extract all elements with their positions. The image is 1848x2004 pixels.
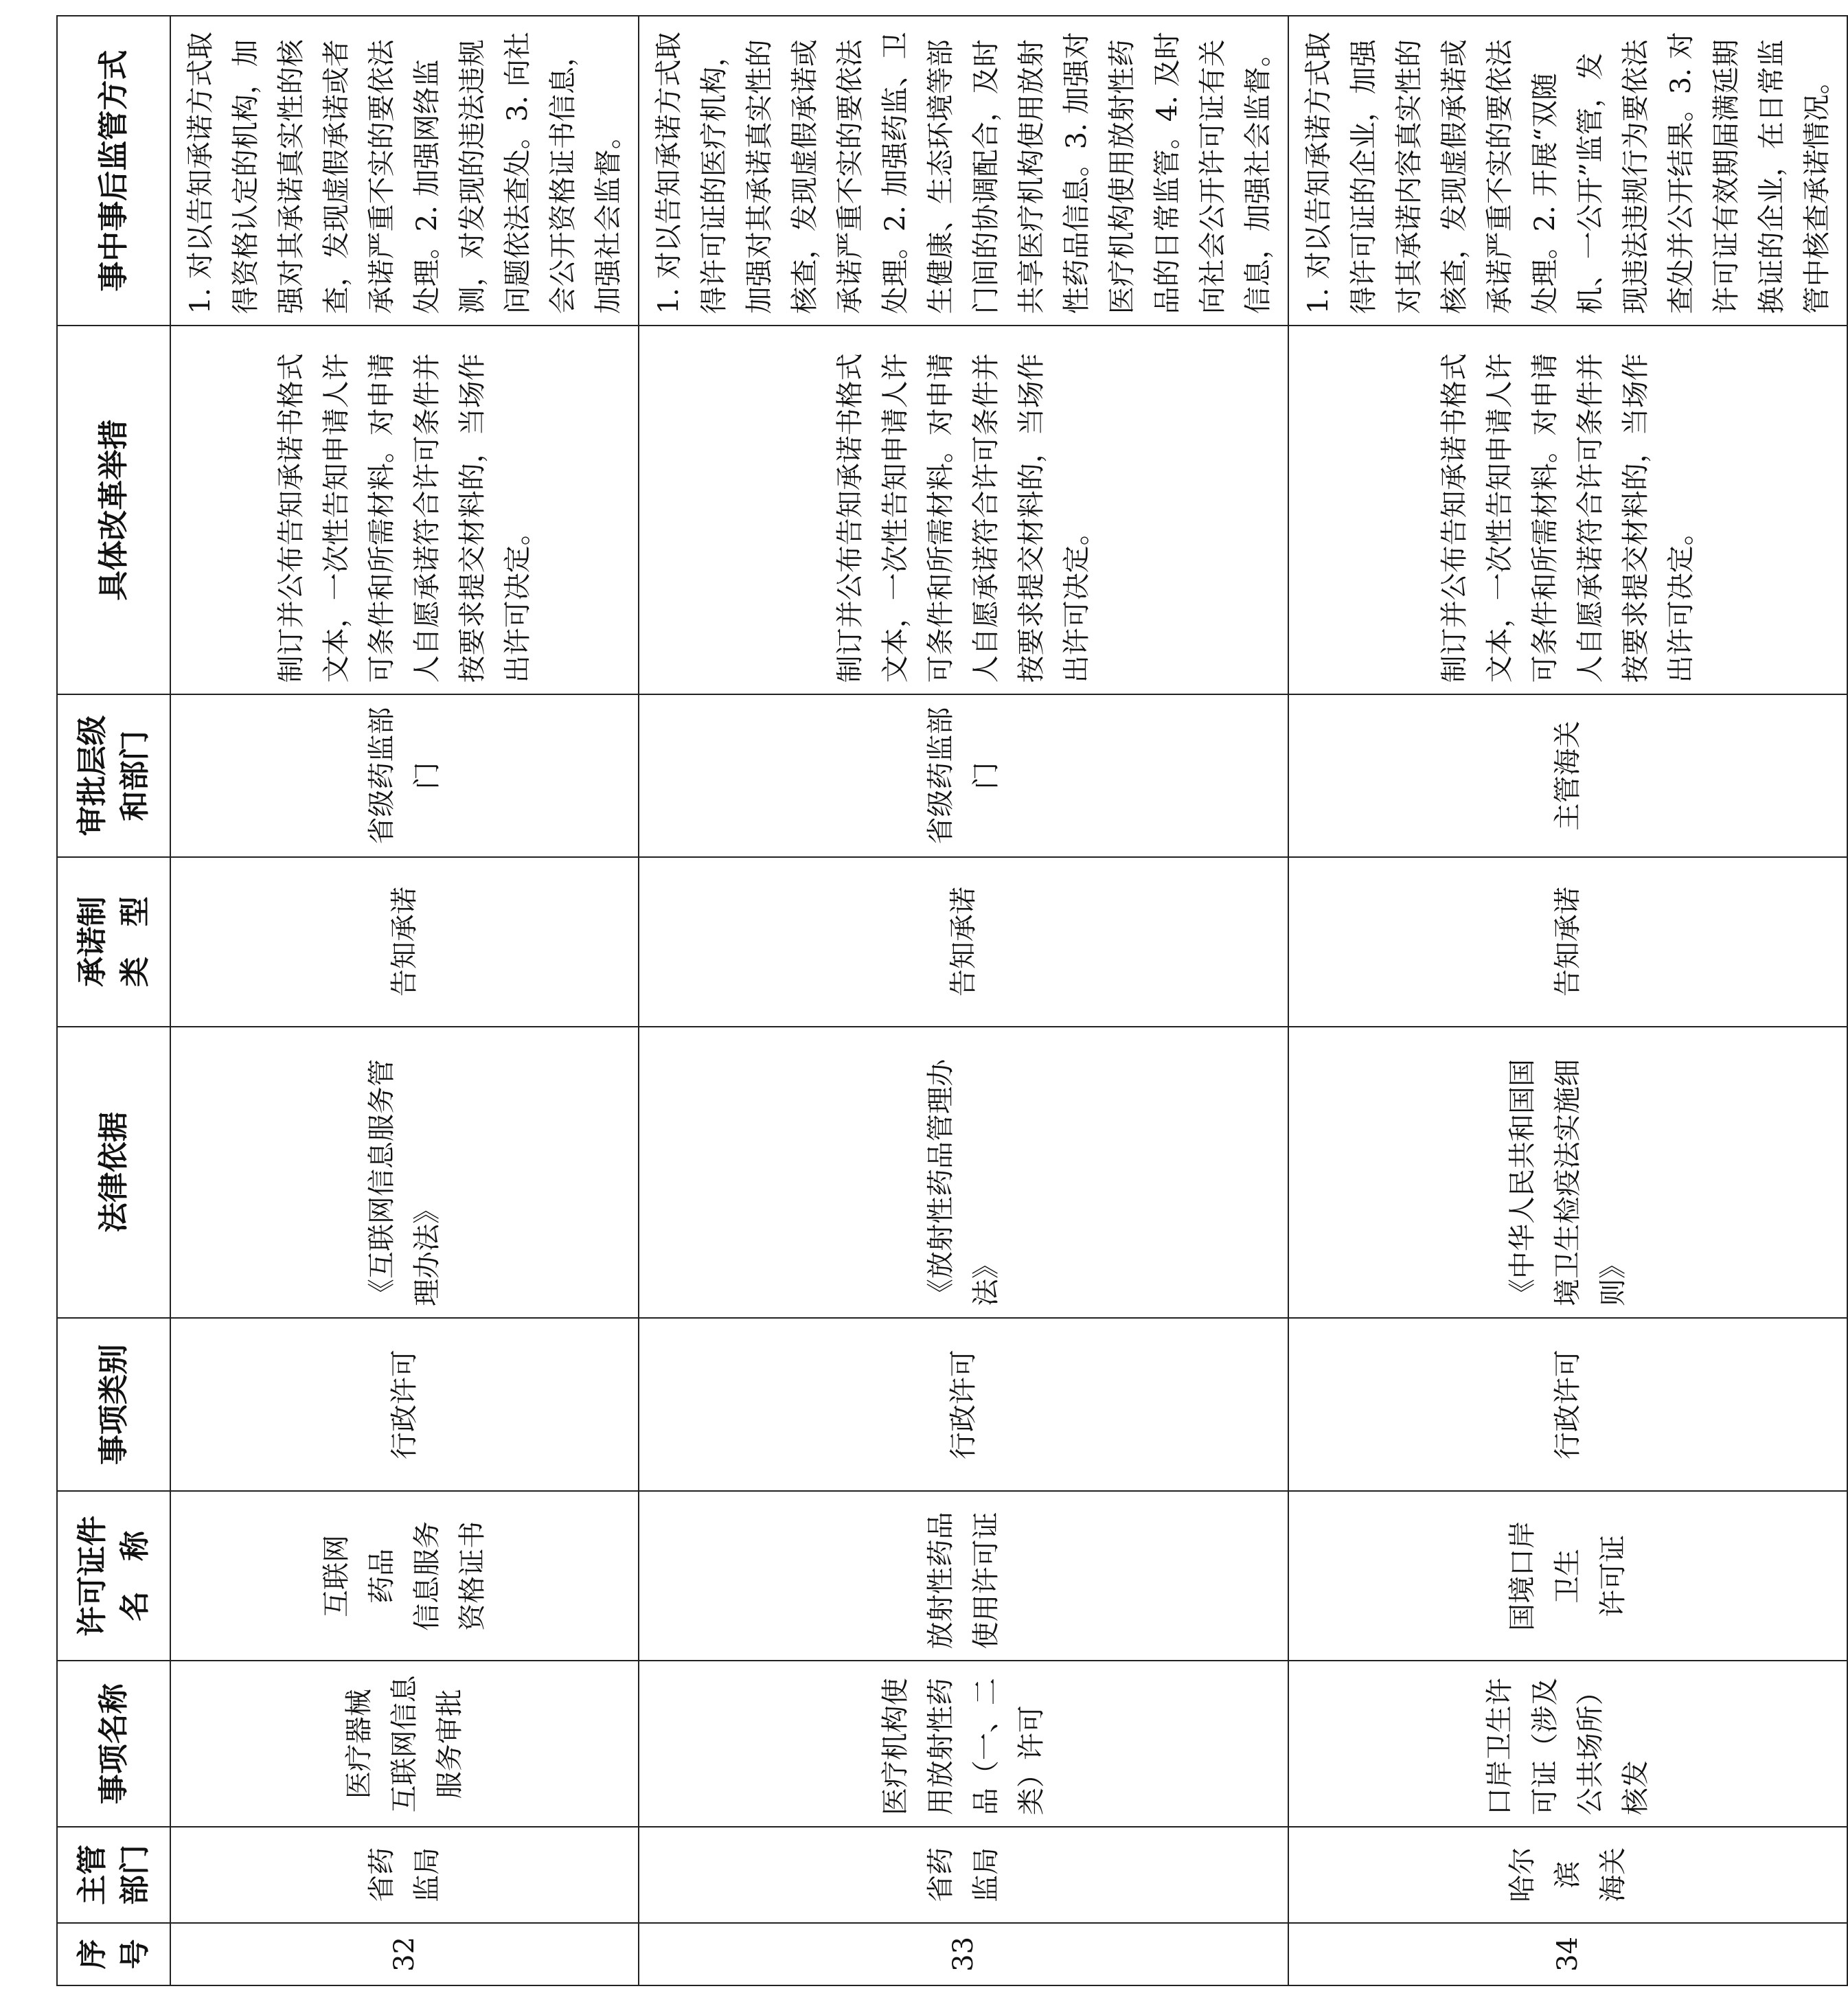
header-seq: 序 号 xyxy=(57,1923,170,1985)
table-row xyxy=(639,16,1288,1985)
cell-dept: 省药 监局 xyxy=(170,1827,639,1923)
cell-commitment-type: 告知承诺 xyxy=(639,857,1288,1027)
cell-reform-measures: 制订并公布告知承诺书格式文本，一次性告知申请人许可条件和所需材料。对申请人自愿承诺符合许可条件并按要求提交材料的，当场作出许可决定。 xyxy=(639,326,1288,694)
reform-table xyxy=(56,15,1848,1986)
cell-license-name: 互联网 药品 信息服务 资格证书 xyxy=(170,1491,639,1661)
cell-item-name: 口岸卫生许可证（涉及公共场所）核发 xyxy=(1288,1661,1847,1827)
cell-seq: 34 xyxy=(1288,1923,1847,1985)
table-row xyxy=(1288,16,1847,1985)
cell-license-name: 国境口岸 卫生 许可证 xyxy=(1288,1491,1847,1661)
cell-legal-basis: 《互联网信息服务管理办法》 xyxy=(170,1027,639,1318)
cell-category: 行政许可 xyxy=(639,1318,1288,1491)
cell-dept: 哈尔滨 海关 xyxy=(1288,1827,1847,1923)
cell-dept: 省药 监局 xyxy=(639,1827,1288,1923)
cell-seq: 32 xyxy=(170,1923,639,1985)
cell-legal-basis: 《中华人民共和国国境卫生检疫法实施细则》 xyxy=(1288,1027,1847,1318)
header-row xyxy=(57,16,170,1985)
header-approval-level: 审批层级 和部门 xyxy=(57,694,170,856)
header-category: 事项类别 xyxy=(57,1318,170,1491)
cell-approval-level: 省级药监部门 xyxy=(639,694,1288,856)
cell-category: 行政许可 xyxy=(170,1318,639,1491)
cell-approval-level: 省级药监部门 xyxy=(170,694,639,856)
table-row xyxy=(170,16,639,1985)
header-license-name: 许可证件 名 称 xyxy=(57,1491,170,1661)
cell-license-name: 放射性药品使用许可证 xyxy=(639,1491,1288,1661)
cell-supervision: 1. 对以告知承诺方式取得许可证的医疗机构，加强对其承诺真实性的核查，发现虚假承诺或承诺严重不实的要依法处理。2. 加强药监、卫生健康、生态环境等部门间的协调配合，及时共享医疗机构使用放射性药品信息。3. 加强对医疗机构使用放射性药品的日常监管。4. 及时向社会公开许可证有关信息，加强社会监督。 xyxy=(639,16,1288,326)
header-supervision: 事中事后监管方式 xyxy=(57,16,170,326)
header-reform-measures: 具体改革举措 xyxy=(57,326,170,694)
cell-reform-measures: 制订并公布告知承诺书格式文本，一次性告知申请人许可条件和所需材料。对申请人自愿承诺符合许可条件并按要求提交材料的，当场作出许可决定。 xyxy=(1288,326,1847,694)
cell-category: 行政许可 xyxy=(1288,1318,1847,1491)
header-legal-basis: 法律依据 xyxy=(57,1027,170,1318)
cell-item-name: 医疗器械 互联网信息 服务审批 xyxy=(170,1661,639,1827)
cell-item-name: 医疗机构使用放射性药品（一、二类）许可 xyxy=(639,1661,1288,1827)
cell-reform-measures: 制订并公布告知承诺书格式文本，一次性告知申请人许可条件和所需材料。对申请人自愿承诺符合许可条件并按要求提交材料的，当场作出许可决定。 xyxy=(170,326,639,694)
header-item-name: 事项名称 xyxy=(57,1661,170,1827)
cell-supervision: 1. 对以告知承诺方式取得资格认定的机构，加强对其承诺真实性的核查，发现虚假承诺或者承诺严重不实的要依法处理。2. 加强网络监测，对发现的违法违规问题依法查处。3. 向社会公开资格证书信息，加强社会监督。 xyxy=(170,16,639,326)
cell-seq: 33 xyxy=(639,1923,1288,1985)
rotated-page xyxy=(56,15,1833,1986)
cell-approval-level: 主管海关 xyxy=(1288,694,1847,856)
header-commitment-type: 承诺制 类 型 xyxy=(57,857,170,1027)
cell-commitment-type: 告知承诺 xyxy=(170,857,639,1027)
cell-legal-basis: 《放射性药品管理办法》 xyxy=(639,1027,1288,1318)
header-dept: 主管 部门 xyxy=(57,1827,170,1923)
cell-supervision: 1. 对以告知承诺方式取得许可证的企业，加强对其承诺内容真实性的核查，发现虚假承诺或承诺严重不实的要依法处理。2. 开展“双随机、一公开”监管，发现违法违规行为要依法查处并公开结果。3. 对许可证有效期届满延期换证的企业，在日常监管中核查承诺情况。 xyxy=(1288,16,1847,326)
cell-commitment-type: 告知承诺 xyxy=(1288,857,1847,1027)
